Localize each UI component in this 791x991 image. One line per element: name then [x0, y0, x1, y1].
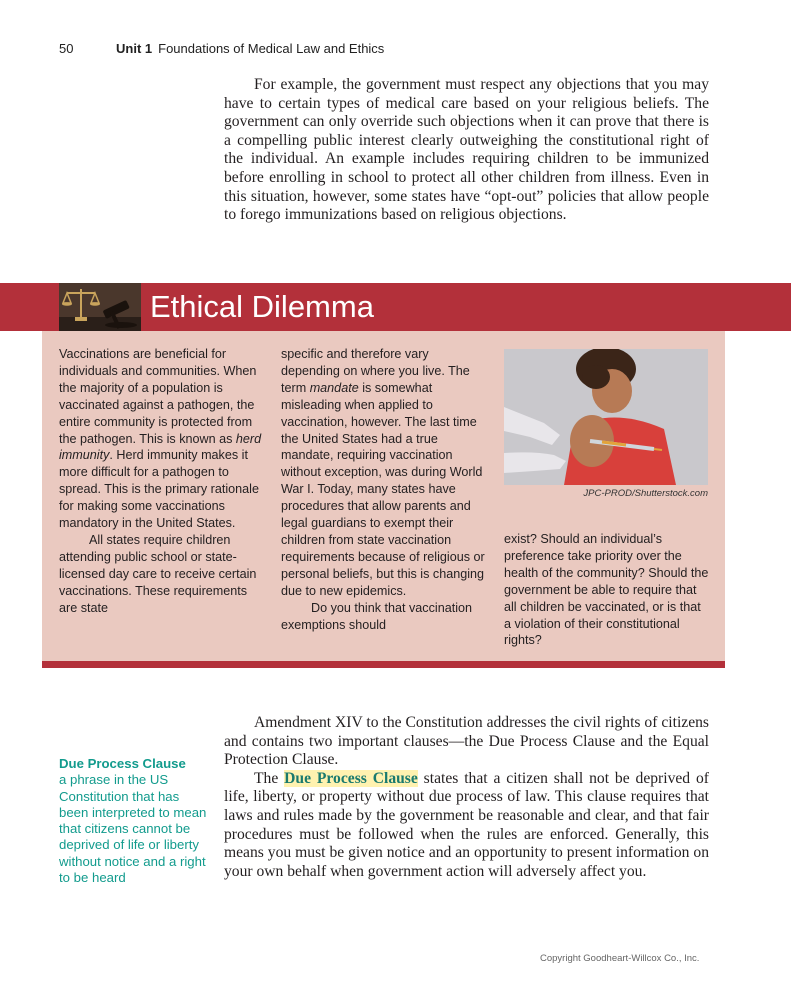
dilemma-emphasis: mandate — [309, 380, 359, 395]
intro-paragraph: For example, the government must respect any objections that you may have to certain types of medical care based on your religious beliefs. The government can only override such objections when it can prove that there is a compelling public interest clearly outweighing the constitutional right of the individual. An example includes requiring children to be immunized before enrolling in school to protect all other children from illness. Even in this situation, however, some states have “opt-out” policies that allow people to forego immunizations based on religious objections. — [224, 76, 709, 224]
dilemma-column-1 — [59, 346, 264, 617]
dilemma-text: specific and therefore vary depending on where you live. The term — [281, 347, 470, 395]
highlighted-key-term[interactable]: Due Process Clause — [284, 769, 418, 787]
photo-credit: JPC-PROD/Shutterstock.com — [583, 488, 708, 499]
page-number: 50 — [59, 41, 74, 56]
main-body — [224, 714, 709, 881]
scales-of-justice-gavel-icon — [59, 283, 141, 331]
dilemma-column-3 — [504, 531, 709, 649]
dilemma-emphasis: herd immunity — [59, 431, 262, 463]
body-paragraph-2 — [224, 770, 709, 882]
ethical-dilemma-title: Ethical Dilemma — [150, 289, 374, 324]
dilemma-text: All states require children attending public school or state-licensed day care to receive certain vaccinations. These requirements are state — [59, 532, 257, 615]
dilemma-text: Do you think that vaccination exemptions should — [281, 600, 473, 632]
body-text: states that a citizen shall not be deprived of life, liberty, or property without due process of law. This clause requires that laws and rules made by the government be reasonable and clear, and that fair procedures must be followed when the rules are enforced. Generally, this means you must be given notice and an opportunity to present information on your own behalf when government action will adversely affect you. — [224, 769, 709, 880]
glossary-sidebar — [59, 756, 209, 886]
body-text: The — [254, 769, 285, 787]
unit-title: Foundations of Medical Law and Ethics — [158, 41, 385, 56]
ethical-dilemma-bottom-rule — [42, 661, 725, 668]
body-paragraph-1: Amendment XIV to the Constitution addresses the civil rights of citizens and contains two important clauses—the Due Process Clause and the Equal Protection Clause. — [224, 714, 709, 769]
copyright-footer: Copyright Goodheart-Willcox Co., Inc. — [540, 953, 700, 964]
dilemma-text: Vaccinations are beneficial for individuals and communities. When the majority of a population is vaccinated against a pathogen, the entire community is protected from the pathogen. This is known as — [59, 347, 257, 446]
dilemma-text: exist? Should an individual’s preference take priority over the health of the community? Should the government be able to require that all children be vaccinated, or is that a violation of their constitutional rights? — [504, 532, 709, 648]
running-header — [59, 41, 384, 56]
dilemma-text: . Herd immunity makes it more difficult for a pathogen to spread. This is the primary rationale for making some vaccinations mandatory in the United States. — [59, 448, 259, 531]
glossary-term: Due Process Clause — [59, 756, 186, 771]
glossary-definition: a phrase in the US Constitution that has been interpreted to mean that citizens cannot be deprived of life or liberty without notice and a right to be heard — [59, 772, 207, 886]
dilemma-text: is somewhat misleading when applied to vaccination, however. The last time the United States had a true mandate, requiring vaccination without exception, was during World War I. Today, many states have procedures that allow parents and legal guardians to exempt their children from state vaccination requirements because of religious or personal beliefs, but this is changing due to new epidemics. — [281, 380, 485, 598]
intro-paragraph-block — [224, 76, 709, 225]
dilemma-column-2 — [281, 346, 486, 633]
unit-label: Unit 1 — [116, 41, 153, 56]
child-vaccination-photo — [504, 349, 708, 485]
